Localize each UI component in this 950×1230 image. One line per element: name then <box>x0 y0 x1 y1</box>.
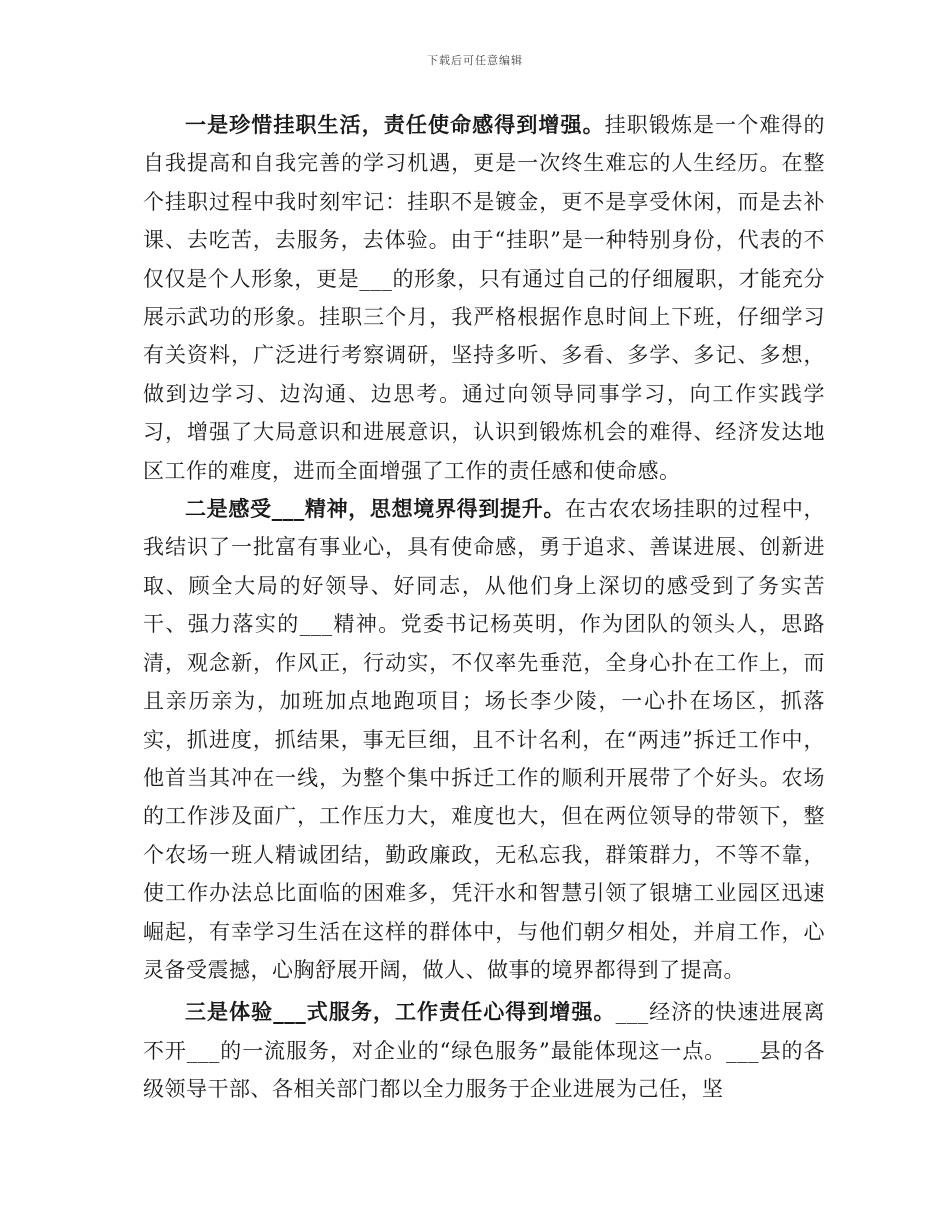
paragraph-3 <box>143 993 825 1108</box>
paragraph-3-lead: 三是体验___式服务，工作责任心得到增强。 <box>185 999 616 1025</box>
paragraph-2-text: 在古农农场挂职的过程中，我结识了一批富有事业心，具有使命感，勇于追求、善谋进展、创新进取、顾全大局的好领导、好同志，从他们身上深切的感受到了务实苦干、强力落实的___精神。党委书记杨英明，作为团队的领头人，思路清，观念新，作风正，行动实，不仅率先垂范，全身心扑在工作上，而且亲历亲为，加班加点地跑项目；场长李少陵，一心扑在场区，抓落实，抓进度，抓结果，事无巨细，且不计名利，在“两违”拆迁工作中，他首当其冲在一线，为整个集中拆迁工作的顺利开展带了个好头。农场的工作涉及面广，工作压力大，难度也大，但在两位领导的带领下，整个农场一班人精诚团结，勤政廉政，无私忘我，群策群力，不等不靠，使工作办法总比面临的困难多，凭汗水和智慧引领了银塘工业园区迅速崛起，有幸学习生活在这样的群体中，与他们朝夕相处，并肩工作，心灵备受震撼，心胸舒展开阔，做人、做事的境界都得到了提高。 <box>143 497 826 982</box>
paragraph-1 <box>143 106 825 490</box>
paragraph-2 <box>143 490 825 989</box>
paragraph-3-text: ___经济的快速进展离不开___的一流服务，对企业的“绿色服务”最能体现这一点。___县的各级领导干部、各相关部门都以全力服务于企业进展为己任，坚 <box>143 1000 826 1102</box>
document-body <box>143 106 825 1109</box>
header-note: 下载后可任意编辑 <box>427 54 523 67</box>
paragraph-1-lead: 一是珍惜挂职生活，责任使命感得到增强。 <box>185 112 605 137</box>
paragraph-2-lead: 二是感受___精神，思想境界得到提升。 <box>185 496 566 522</box>
paragraph-1-text: 挂职锻炼是一个难得的自我提高和自我完善的学习机遇，更是一次终生难忘的人生经历。在整个挂职过程中我时刻牢记：挂职不是镀金，更不是享受休闲，而是去补课、去吃苦，去服务，去体验。由于“挂职”是一种特别身份，代表的不仅仅是个人形象，更是___的形象，只有通过自己的仔细履职，才能充分展示武功的形象。挂职三个月，我严格根据作息时间上下班，仔细学习有关资料，广泛进行考察调研，坚持多听、多看、多学、多记、多想，做到边学习、边沟通、边思考。通过向领导同事学习，向工作实践学习，增强了大局意识和进展意识，认识到锻炼机会的难得、经济发达地区工作的难度，进而全面增强了工作的责任感和使命感。 <box>143 113 826 483</box>
